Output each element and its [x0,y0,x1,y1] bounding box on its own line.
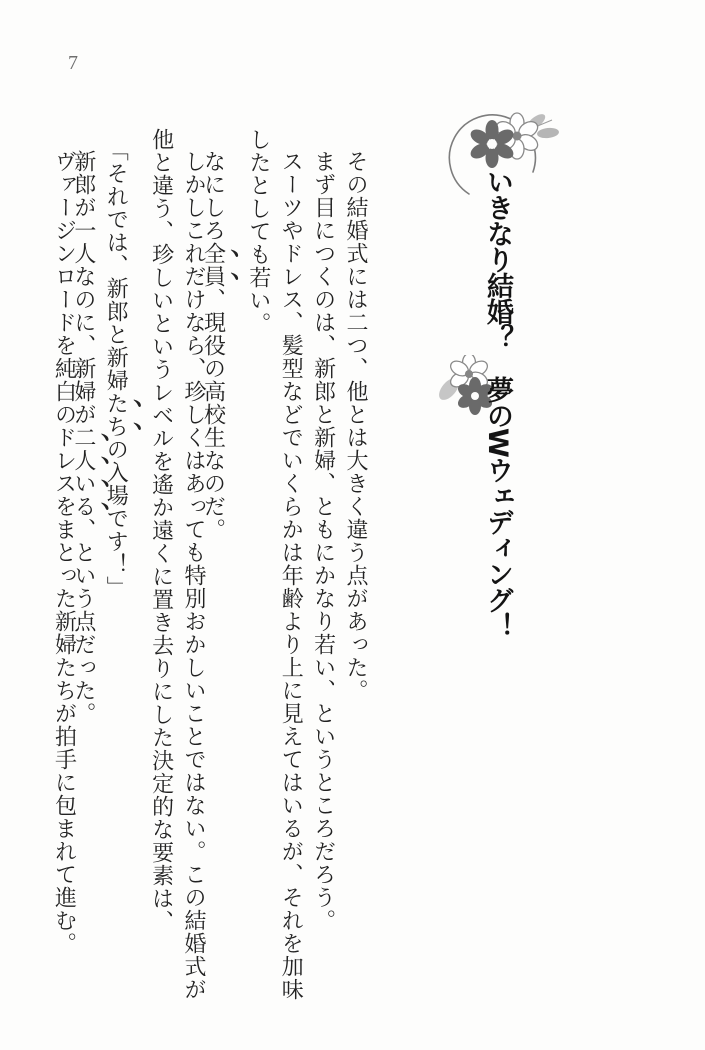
emphasized-text: たち [104,392,130,438]
text-run: 、という点だった。 [71,518,97,725]
text-column [340,128,372,1020]
text-run: その結婚式には二つ、他とは大きく違う点があった。 [344,150,369,702]
emphasized-text: 二人いる [71,426,97,518]
text-run: 新郎が一人なのに、新婦が [71,150,97,426]
text-column [275,128,307,1020]
text-run: なにしろ [201,150,227,242]
text-run: まず目につくのは、新郎と新婦、ともにかなり若い、というところだろう。 [311,150,337,932]
emphasized-text: 全員 [201,242,227,288]
page-number: 7 [68,52,78,74]
text-run: ヴァージンロードを純白のドレスをまとった新婦たちが拍手に包まれて進む。 [52,150,78,955]
text-run: したとしても若い。 [246,128,272,335]
text-run: 他と違う、珍しいというレベルを遙か遠くに置き去りにした決定的な要素は、 [149,128,175,933]
text-run: 「それでは、新郎と新婦 [104,139,130,392]
text-column [145,128,177,1020]
text-run: スーツやドレス、髪型などでいくらかは年齢より上に見えてはいるが、それを加味 [279,150,305,1001]
text-run: しかしこれだけなら、珍しくはあっても特別おかしいことではない。この結婚式が [182,150,208,1001]
text-column [201,128,242,1020]
text-run: 、現役の高校生なのだ。 [201,288,227,541]
text-column [307,128,339,1020]
body-text [48,128,372,1020]
text-column [242,128,274,1020]
chapter-title: いきなり結婚？ 夢のWウェディング！ [482,168,513,639]
text-run: の入場です！」 [104,438,130,599]
text-column [104,128,145,1020]
